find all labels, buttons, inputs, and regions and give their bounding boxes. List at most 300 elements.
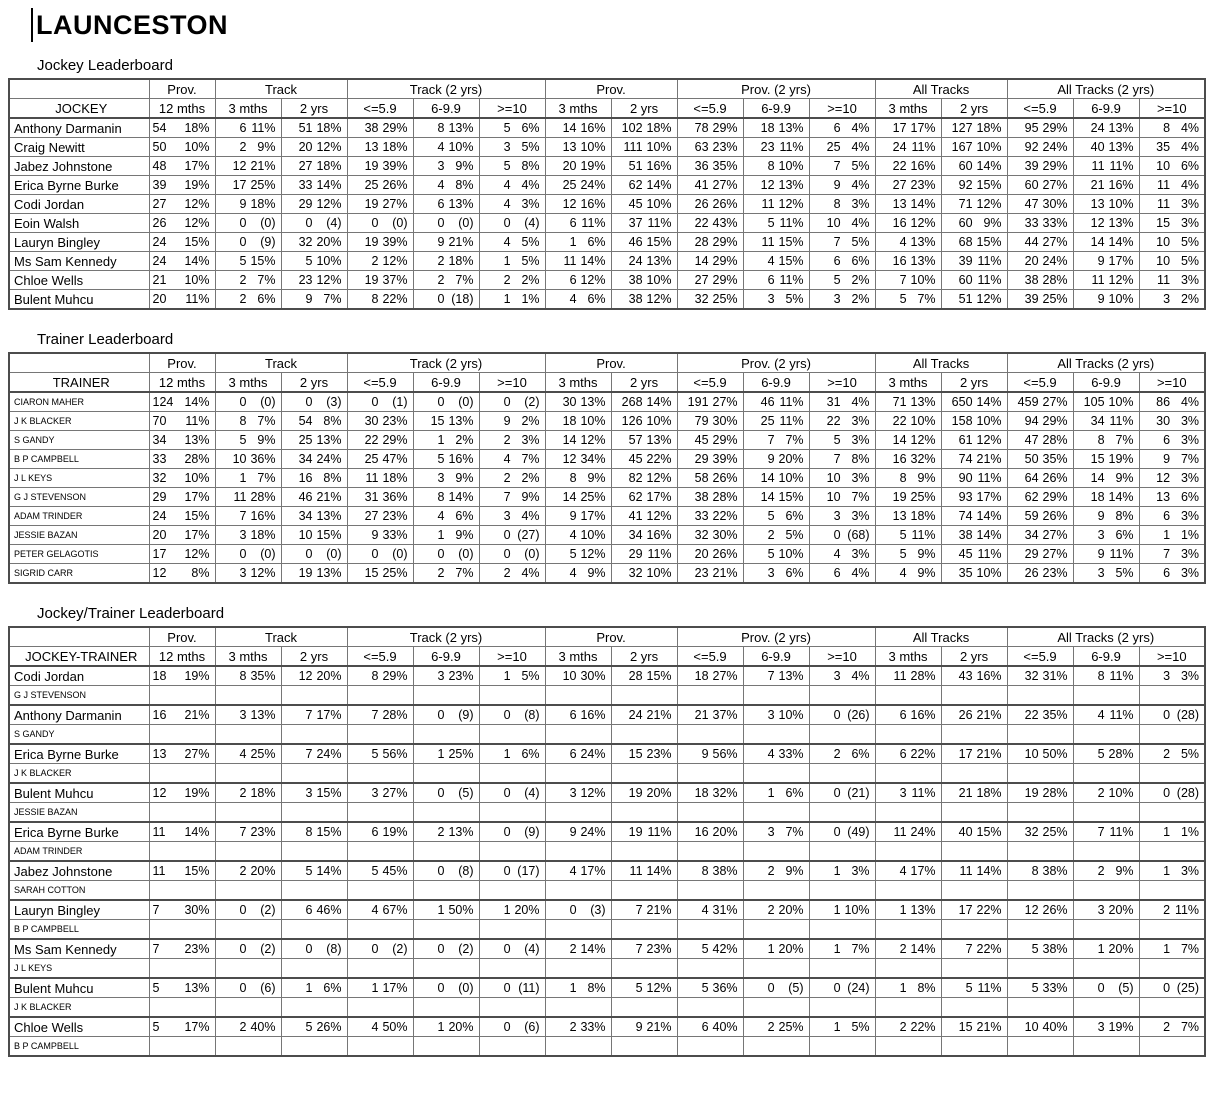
data-cell [479, 1017, 545, 1037]
cell-count: 19 [628, 786, 643, 800]
cell-count: 0 [503, 825, 511, 839]
cell-value [612, 706, 677, 724]
cell-count: 7 [965, 942, 973, 956]
cell-value [414, 564, 479, 582]
cell-count: 60 [958, 273, 973, 287]
data-cell [1007, 1017, 1073, 1037]
data-cell [611, 488, 677, 507]
cell-count: 3 [833, 292, 841, 306]
data-cell [809, 564, 875, 584]
data-cell [281, 157, 347, 176]
data-cell [941, 488, 1007, 507]
cell-percent: (2) [392, 942, 408, 956]
cell-value [414, 252, 479, 270]
cell-count: 2 [239, 292, 247, 306]
cell-count: 7 [239, 825, 247, 839]
cell-value [876, 393, 941, 411]
cell-value [678, 862, 743, 880]
cell-value [1074, 431, 1139, 449]
cell-percent: 11% [647, 825, 672, 839]
cell-count: 3 [239, 566, 247, 580]
cell-count: 1 [899, 903, 907, 917]
data-cell [413, 861, 479, 881]
cell-value [216, 271, 281, 289]
cell-value [1074, 214, 1139, 232]
cell-value [480, 214, 545, 232]
cell-count: 34 [628, 528, 643, 542]
empty-cell [479, 764, 545, 784]
cell-count: 4 [569, 528, 577, 542]
cell-percent: 9% [587, 471, 606, 485]
cell-value [546, 1018, 611, 1036]
cell-count: 19 [364, 197, 379, 211]
data-cell [1007, 545, 1073, 564]
data-cell [413, 176, 479, 195]
data-cell [1007, 488, 1073, 507]
data-cell [347, 252, 413, 271]
data-cell [545, 744, 611, 764]
empty-cell [1073, 881, 1139, 901]
trainer-sub-row [9, 686, 1205, 706]
data-cell [1007, 744, 1073, 764]
cell-count: 6 [833, 121, 841, 135]
data-cell [413, 744, 479, 764]
empty-cell [743, 881, 809, 901]
row-name-cell: Bulent Muhcu [9, 290, 149, 310]
cell-percent: 5% [1115, 566, 1134, 580]
table-row [9, 138, 1205, 157]
cell-count: 24 [628, 708, 643, 722]
data-cell [281, 176, 347, 195]
cell-value [942, 450, 1007, 468]
data-cell [479, 450, 545, 469]
cell-value [414, 138, 479, 156]
cell-percent: 17% [184, 159, 210, 173]
empty-cell [215, 764, 281, 784]
cell-percent: 16% [646, 528, 672, 542]
cell-percent: 21% [976, 452, 1002, 466]
cell-percent: 11% [581, 216, 606, 230]
data-cell [743, 783, 809, 803]
cell-value [1140, 545, 1205, 563]
data-cell [479, 392, 545, 412]
cell-count: 9 [1097, 509, 1105, 523]
group-header-cell: Track (2 yrs) [347, 353, 545, 373]
sub-header-row [9, 647, 1205, 667]
table-row [9, 214, 1205, 233]
cell-percent: 8% [323, 471, 342, 485]
cell-count: 13 [364, 140, 379, 154]
empty-cell [743, 842, 809, 862]
sub-header-cell: >=10 [479, 647, 545, 667]
empty-cell [215, 959, 281, 979]
cell-percent: 25% [1042, 825, 1068, 839]
cell-value [744, 564, 809, 582]
row-name-cell: Codi Jordan [9, 666, 149, 686]
data-cell [149, 450, 215, 469]
cell-value [282, 862, 347, 880]
cell-percent: 4% [521, 509, 540, 523]
cell-value [216, 1018, 281, 1036]
cell-count: 6 [437, 197, 445, 211]
cell-count: 2 [503, 273, 511, 287]
empty-cell [809, 725, 875, 745]
trainer-sub-row [9, 920, 1205, 940]
cell-percent: 30% [712, 528, 738, 542]
cell-percent: 14% [976, 864, 1002, 878]
data-cell [281, 138, 347, 157]
cell-count: 0 [437, 864, 445, 878]
cell-value [216, 290, 281, 308]
cell-value [942, 862, 1007, 880]
cell-percent: 15% [646, 669, 672, 683]
cell-count: 11 [1091, 273, 1105, 287]
data-cell [941, 214, 1007, 233]
cell-count: 10 [232, 452, 247, 466]
cell-percent: 45% [382, 864, 408, 878]
cell-value [1074, 862, 1139, 880]
cell-value [414, 979, 479, 997]
cell-percent: 10% [1108, 197, 1134, 211]
table-row [9, 392, 1205, 412]
data-cell [1139, 488, 1205, 507]
empty-cell [281, 725, 347, 745]
cell-value [1008, 271, 1073, 289]
data-cell [611, 233, 677, 252]
cell-value [348, 979, 413, 997]
data-cell [347, 507, 413, 526]
cell-percent: 17% [580, 509, 606, 523]
cell-percent: (0) [392, 547, 408, 561]
cell-value [942, 431, 1007, 449]
cell-count: 29 [152, 490, 167, 504]
sub-header-cell: <=5.9 [347, 373, 413, 393]
cell-percent: 14% [184, 254, 210, 268]
row-name-cell: SIGRID CARR [9, 564, 149, 584]
cell-value [348, 488, 413, 506]
data-cell [149, 545, 215, 564]
cell-value [612, 176, 677, 194]
cell-percent: 20% [712, 825, 738, 839]
cell-percent: 8% [587, 981, 606, 995]
cell-percent: 4% [1180, 121, 1200, 135]
cell-value [810, 706, 875, 724]
data-cell [149, 666, 215, 686]
cell-count: 12 [152, 566, 167, 580]
cell-count: 20 [694, 547, 709, 561]
cell-percent: 13% [184, 433, 210, 447]
cell-percent: 1% [1180, 528, 1200, 542]
cell-percent: 21% [250, 159, 276, 173]
cell-value [810, 526, 875, 544]
cell-percent: 3% [1180, 471, 1200, 485]
cell-percent: 9% [455, 471, 474, 485]
group-header-cell: Prov. (2 yrs) [677, 627, 875, 647]
data-cell [1007, 526, 1073, 545]
cell-count: 24 [152, 509, 167, 523]
cell-count: 8 [437, 121, 445, 135]
cell-value [876, 214, 941, 232]
data-cell [413, 450, 479, 469]
cell-value [150, 469, 215, 487]
cell-value [744, 784, 809, 802]
cell-value [414, 526, 479, 544]
cell-percent: 36% [382, 490, 408, 504]
data-cell [413, 118, 479, 138]
cell-percent: 26% [1042, 903, 1068, 917]
cell-count: 33 [152, 452, 167, 466]
cell-count: 3 [1097, 566, 1105, 580]
cell-count: 12 [562, 452, 577, 466]
cell-count: 167 [951, 140, 973, 154]
table-header [9, 627, 1205, 666]
cell-percent: 10% [778, 547, 804, 561]
data-cell [743, 195, 809, 214]
data-cell [1139, 157, 1205, 176]
cell-count: 7 [305, 747, 313, 761]
empty-cell [677, 842, 743, 862]
cell-count: 21 [1090, 178, 1105, 192]
empty-cell [875, 998, 941, 1018]
data-cell [1073, 526, 1139, 545]
cell-value [546, 176, 611, 194]
sub-header-cell: >=10 [809, 373, 875, 393]
cell-percent: 16% [580, 197, 606, 211]
cell-percent: 7% [521, 452, 540, 466]
cell-count: 0 [503, 981, 511, 995]
cell-count: 93 [958, 490, 973, 504]
cell-value [1140, 706, 1205, 724]
cell-percent: 11% [647, 547, 672, 561]
cell-percent: 28% [250, 490, 276, 504]
cell-value [744, 706, 809, 724]
cell-percent: 5% [521, 254, 540, 268]
cell-percent: 7% [455, 566, 474, 580]
cell-percent: 15% [316, 528, 342, 542]
row-name-cell: Anthony Darmanin [9, 118, 149, 138]
cell-value [546, 214, 611, 232]
cell-count: 11 [1091, 159, 1105, 173]
sub-header-cell: 3 mths [545, 647, 611, 667]
data-cell [545, 564, 611, 584]
trainer-sub-row [9, 881, 1205, 901]
data-cell [611, 822, 677, 842]
cell-value [282, 564, 347, 582]
cell-percent: 50% [448, 903, 474, 917]
data-cell [347, 290, 413, 310]
cell-percent: 2% [1180, 292, 1200, 306]
cell-count: 5 [239, 254, 247, 268]
cell-value [216, 564, 281, 582]
data-cell [479, 488, 545, 507]
data-cell [677, 861, 743, 881]
cell-count: 40 [958, 825, 973, 839]
cell-value [414, 157, 479, 175]
data-cell [149, 214, 215, 233]
data-cell [611, 214, 677, 233]
cell-percent: (8) [326, 942, 342, 956]
row-name-cell: Ms Sam Kennedy [9, 939, 149, 959]
cell-percent: 8% [323, 414, 342, 428]
cell-value [942, 940, 1007, 958]
cell-percent: 15% [976, 178, 1002, 192]
cell-percent: 10% [580, 528, 606, 542]
data-cell [215, 450, 281, 469]
data-cell [941, 412, 1007, 431]
empty-cell [875, 686, 941, 706]
sub-header-cell: >=10 [479, 99, 545, 119]
cell-count: 12 [1156, 471, 1171, 485]
data-cell [1007, 822, 1073, 842]
data-cell [215, 157, 281, 176]
data-cell [743, 157, 809, 176]
data-cell [545, 783, 611, 803]
cell-percent: 16% [1108, 178, 1134, 192]
data-cell [875, 564, 941, 584]
cell-value [942, 290, 1007, 308]
data-cell [875, 469, 941, 488]
group-header-cell: All Tracks (2 yrs) [1007, 627, 1205, 647]
cell-count: 0 [1163, 981, 1171, 995]
cell-percent: 3% [1180, 273, 1200, 287]
cell-count: 5 [503, 159, 511, 173]
cell-value [942, 823, 1007, 841]
cell-value [1074, 706, 1139, 724]
cell-value [546, 526, 611, 544]
data-cell [281, 822, 347, 842]
cell-count: 3 [569, 786, 577, 800]
data-cell [215, 233, 281, 252]
cell-count: 0 [1163, 708, 1171, 722]
row-name-cell: Chloe Wells [9, 1017, 149, 1037]
cell-percent: 10% [646, 566, 672, 580]
cell-count: 3 [1097, 1020, 1105, 1034]
cell-count: 1 [569, 235, 577, 249]
cell-count: 79 [694, 414, 709, 428]
empty-cell [215, 725, 281, 745]
data-cell [545, 118, 611, 138]
group-header-cell: All Tracks (2 yrs) [1007, 79, 1205, 99]
cell-percent: 12% [184, 547, 210, 561]
cell-count: 5 [305, 1020, 313, 1034]
data-cell [1007, 290, 1073, 310]
cell-percent: 13% [448, 414, 474, 428]
cell-value [480, 526, 545, 544]
data-cell [677, 118, 743, 138]
cell-value [150, 195, 215, 213]
data-cell [281, 545, 347, 564]
data-cell [149, 138, 215, 157]
cell-value [1074, 526, 1139, 544]
data-cell [1139, 900, 1205, 920]
cell-value [1074, 1018, 1139, 1036]
cell-percent: 11% [1109, 669, 1134, 683]
cell-count: 27 [892, 178, 907, 192]
cell-percent: 27% [382, 197, 408, 211]
cell-percent: 25% [250, 178, 276, 192]
section-title-jockey-trainer: Jockey/Trainer Leaderboard [37, 605, 225, 622]
cell-value [414, 431, 479, 449]
empty-cell [545, 998, 611, 1018]
cell-percent: 9% [1115, 471, 1134, 485]
cell-value [1140, 488, 1205, 506]
cell-percent: 13% [778, 121, 804, 135]
empty-cell [413, 1037, 479, 1057]
data-cell [1007, 666, 1073, 686]
cell-percent: (0) [524, 547, 540, 561]
data-cell [347, 214, 413, 233]
table-row [9, 744, 1205, 764]
empty-cell [413, 686, 479, 706]
cell-count: 9 [305, 292, 313, 306]
cell-count: 11 [1157, 178, 1171, 192]
data-cell [809, 488, 875, 507]
data-cell [875, 431, 941, 450]
cell-count: 7 [635, 942, 643, 956]
data-cell [545, 233, 611, 252]
cell-count: 2 [1097, 864, 1105, 878]
cell-value [810, 545, 875, 563]
cell-percent: 9% [257, 433, 276, 447]
sub-header-cell: 3 mths [215, 647, 281, 667]
cell-value [150, 706, 215, 724]
cell-count: 20 [152, 292, 167, 306]
cell-percent: 11% [779, 395, 804, 409]
cell-value [876, 862, 941, 880]
cell-value [546, 412, 611, 430]
cell-value [282, 176, 347, 194]
cell-count: 46 [628, 235, 643, 249]
data-cell [545, 900, 611, 920]
table-row [9, 507, 1205, 526]
cell-count: 4 [767, 747, 775, 761]
cell-count: 2 [767, 528, 775, 542]
cell-percent: 11% [185, 414, 210, 428]
cell-count: 0 [437, 216, 445, 230]
cell-percent: 21% [646, 708, 672, 722]
cell-count: 4 [899, 235, 907, 249]
data-cell [1139, 450, 1205, 469]
trainer-sub-row [9, 959, 1205, 979]
cell-count: 10 [298, 528, 313, 542]
data-cell [281, 564, 347, 584]
data-cell [941, 666, 1007, 686]
group-header-cell: Prov. [149, 79, 215, 99]
cell-percent: 23% [184, 942, 210, 956]
cell-value [282, 412, 347, 430]
cell-count: 0 [371, 942, 379, 956]
cell-count: 5 [437, 452, 445, 466]
cell-value [612, 252, 677, 270]
cell-value [546, 252, 611, 270]
cell-count: 14 [760, 490, 775, 504]
cell-value [1008, 469, 1073, 487]
data-cell [1073, 392, 1139, 412]
cell-count: 3 [1163, 669, 1171, 683]
cell-value [348, 233, 413, 251]
data-cell [413, 412, 479, 431]
cell-value [612, 564, 677, 582]
data-cell [611, 412, 677, 431]
cell-count: 0 [437, 395, 445, 409]
cell-value [876, 507, 941, 525]
cell-count: 9 [569, 825, 577, 839]
data-cell [743, 214, 809, 233]
cell-percent: 11% [1174, 903, 1200, 917]
cell-value [480, 412, 545, 430]
cell-percent: 12% [382, 254, 408, 268]
data-cell [215, 783, 281, 803]
